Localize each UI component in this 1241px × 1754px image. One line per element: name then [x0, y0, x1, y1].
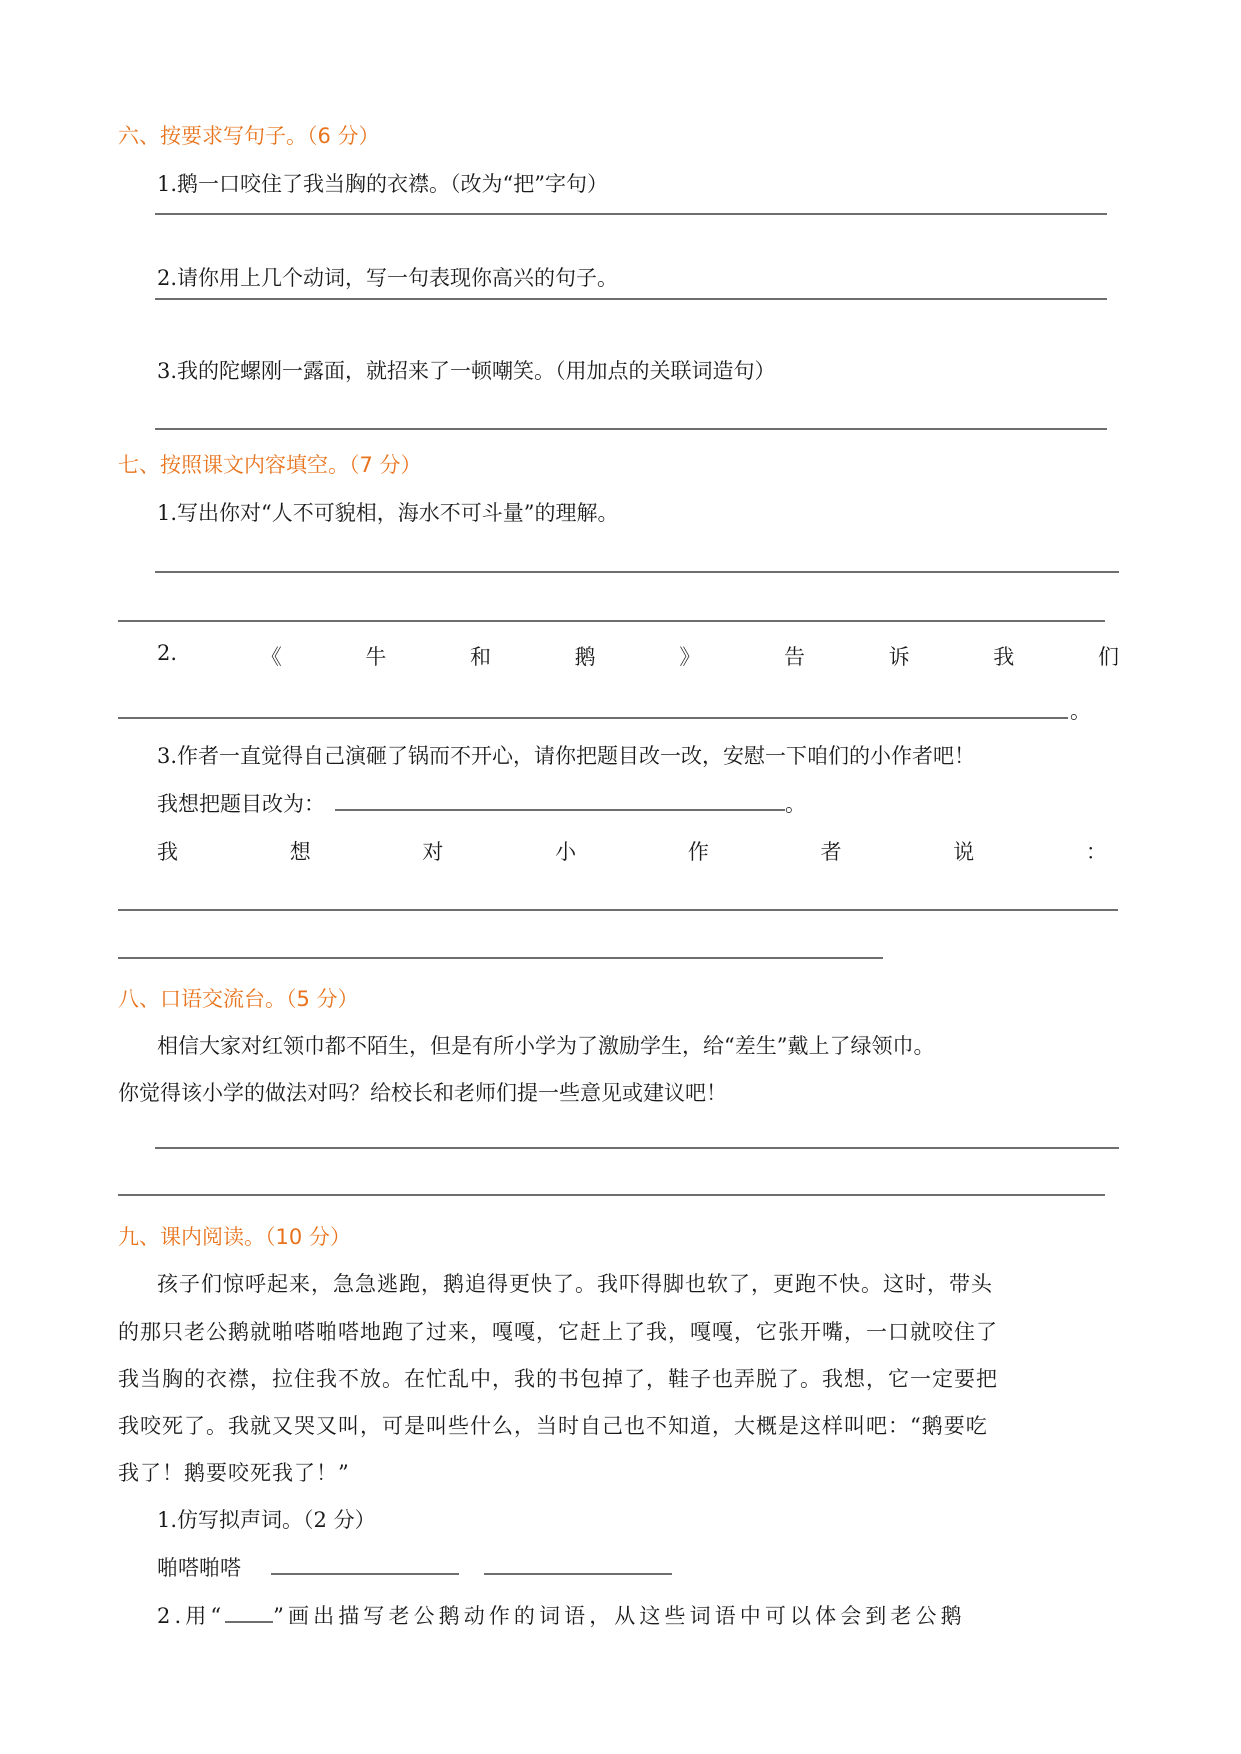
say-char: 说	[953, 840, 975, 864]
section-7-heading: 七、按照课文内容填空。（7 分）	[118, 453, 422, 477]
answer-line[interactable]	[118, 620, 1105, 622]
onomatopoeia-row	[157, 1552, 672, 1582]
passage-line: 我了！鹅要咬死我了！”	[118, 1461, 350, 1485]
s7-question-3: 3.作者一直觉得自己演砸了锅而不开心，请你把题目改一改，安慰一下咱们的小作者吧！	[157, 744, 976, 768]
say-char: 者	[820, 840, 842, 864]
q2-char: 《	[260, 645, 282, 669]
underline-sample	[225, 1601, 273, 1623]
onomatopoeia-blank-2[interactable]	[484, 1553, 672, 1575]
answer-line[interactable]	[118, 717, 1068, 719]
s7-question-1: 1.写出你对“人不可貌相，海水不可斗量”的理解。	[157, 501, 619, 525]
s7-question-2	[157, 641, 1119, 671]
say-char: 想	[289, 840, 311, 864]
passage-line: 孩子们惊呼起来，急急逃跑，鹅追得更快了。我吓得脚也软了，更跑不快。这时，带头	[157, 1272, 993, 1296]
q2-char: 》	[679, 645, 701, 669]
section-8-heading: 八、口语交流台。（5 分）	[118, 987, 359, 1011]
say-to-author-prompt	[157, 836, 1107, 866]
answer-line[interactable]	[118, 957, 883, 959]
s6-question-1: 1.鹅一口咬住了我当胸的衣襟。（改为“把”字句）	[157, 172, 609, 196]
period-mark: 。	[785, 792, 806, 816]
s9-question-2	[157, 1600, 966, 1630]
s6-question-2: 2.请你用上几个动词，写一句表现你高兴的句子。	[157, 266, 619, 290]
say-char: 小	[555, 840, 577, 864]
answer-line[interactable]	[155, 213, 1107, 215]
answer-line[interactable]	[118, 1194, 1105, 1196]
s9-question-1: 1.仿写拟声词。（2 分）	[157, 1508, 376, 1532]
passage-line: 我当胸的衣襟，拉住我不放。在忙乱中，我的书包掉了，鞋子也弄脱了。我想，它一定要把	[118, 1367, 998, 1391]
q2-char: 诉	[888, 645, 910, 669]
say-char: 我	[157, 840, 178, 864]
q2-char: 和	[470, 645, 492, 669]
period-mark: 。	[1070, 699, 1091, 723]
section-6-heading: 六、按要求写句子。（6 分）	[118, 124, 380, 148]
q2-char: 们	[1097, 645, 1119, 669]
q2-char: 2.	[157, 641, 178, 665]
onomatopoeia-example: 啪嗒啪嗒	[157, 1556, 241, 1580]
say-char: ：	[1085, 840, 1107, 864]
s8-paragraph-1: 相信大家对红领巾都不陌生，但是有所小学为了激励学生，给“差生”戴上了绿领巾。	[157, 1034, 935, 1058]
q2-text-start: 2.用“	[157, 1604, 226, 1628]
answer-line[interactable]	[155, 298, 1107, 300]
answer-line[interactable]	[155, 428, 1107, 430]
title-answer-blank[interactable]	[335, 789, 785, 811]
q2-char: 牛	[365, 645, 387, 669]
say-char: 对	[422, 840, 444, 864]
answer-line[interactable]	[118, 909, 1118, 911]
s6-question-3: 3.我的陀螺刚一露面，就招来了一顿嘲笑。（用加点的关联词造句）	[157, 359, 776, 383]
answer-line[interactable]	[155, 1147, 1119, 1149]
passage-line: 我咬死了。我就又哭又叫，可是叫些什么，当时自己也不知道，大概是这样叫吧：“鹅要吃	[118, 1414, 988, 1438]
passage-line: 的那只老公鹅就啪嗒啪嗒地跑了过来，嘎嘎，它赶上了我，嘎嘎，它张开嘴，一口就咬住了	[118, 1320, 998, 1344]
title-change-prompt	[157, 788, 806, 818]
q2-char: 我	[993, 645, 1015, 669]
answer-line[interactable]	[155, 571, 1119, 573]
q2-text-rest: ”画出描写老公鹅动作的词语，从这些词语中可以体会到老公鹅	[273, 1604, 966, 1628]
section-9-heading: 九、课内阅读。（10 分）	[118, 1225, 351, 1249]
q2-char: 鹅	[574, 645, 596, 669]
s8-paragraph-2: 你觉得该小学的做法对吗？给校长和老师们提一些意见或建议吧！	[118, 1081, 727, 1105]
say-char: 作	[687, 840, 709, 864]
title-prompt-label: 我想把题目改为：	[157, 792, 325, 816]
q2-char: 告	[783, 645, 805, 669]
onomatopoeia-blank-1[interactable]	[271, 1553, 459, 1575]
